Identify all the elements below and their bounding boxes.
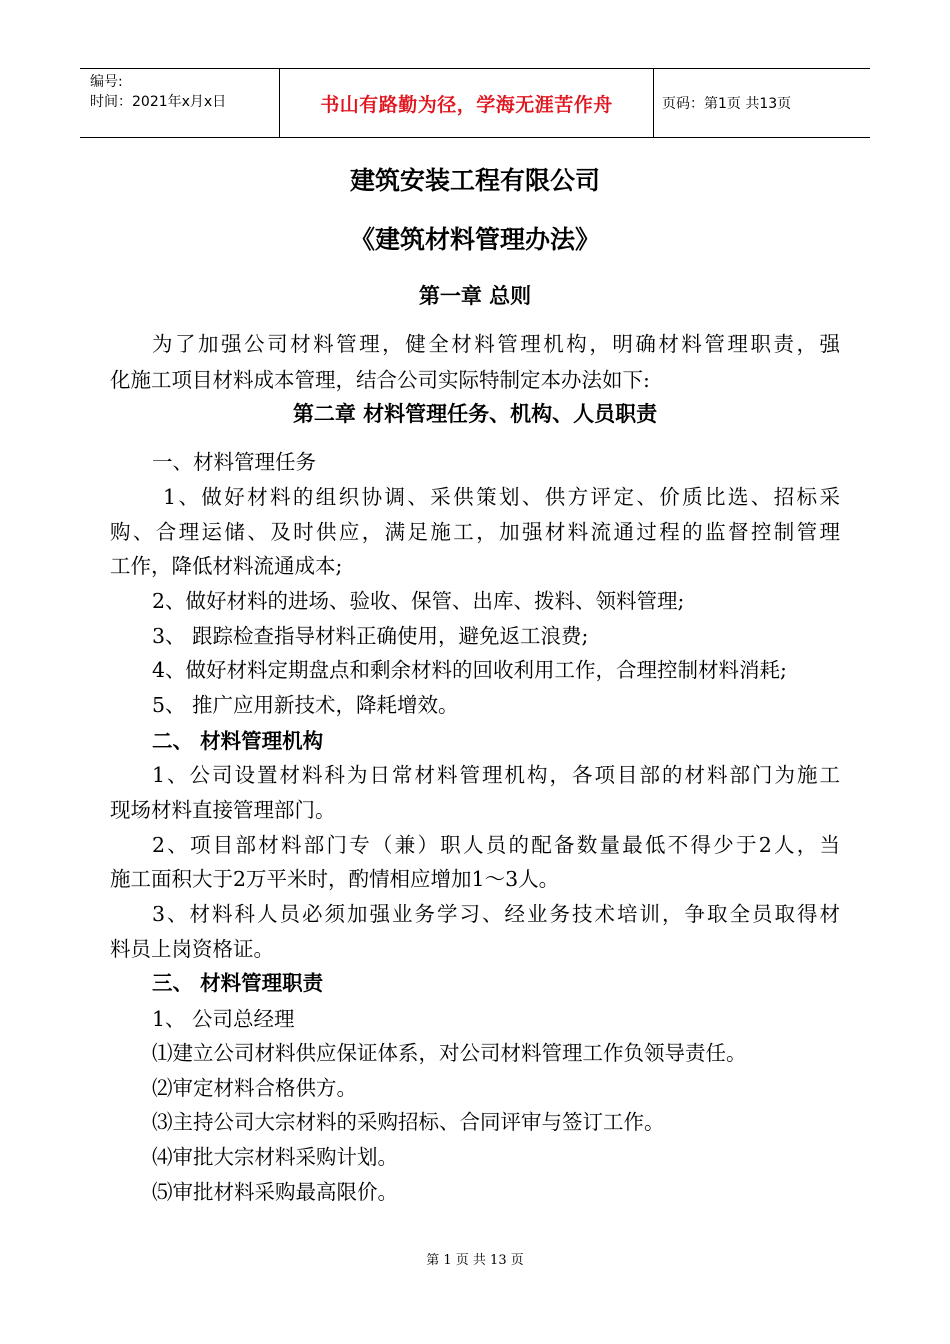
section-3-title: 三、 材料管理职责 <box>152 971 324 995</box>
company-name: 建筑安装工程有限公司 <box>349 166 600 195</box>
task-item-2: 2、做好材料的进场、验收、保管、出库、拨料、领料管理; <box>152 589 685 613</box>
org-item-3-line: 3、材料科人员必须加强业务学习、经业务技术培训，争取全员取得材 <box>152 902 840 926</box>
header-motto: 书山有路勤为径，学海无涯苦作舟 <box>280 69 654 137</box>
chapter-1-heading: 第一章 总则 <box>418 284 532 308</box>
org-item-2-line: 施工面积大于2万平米时，酌情相应增加1～3人。 <box>110 867 560 891</box>
duty-item: ⑸审批材料采购最高限价。 <box>152 1180 398 1204</box>
document-title: 《建筑材料管理办法》 <box>349 225 600 254</box>
section-1-title: 一、材料管理任务 <box>152 450 316 474</box>
task-item-1-line: 1、做好材料的组织协调、采供策划、供方评定、价质比选、招标采 <box>163 485 840 509</box>
duty-item: ⑶主持公司大宗材料的采购招标、合同评审与签订工作。 <box>152 1110 665 1134</box>
task-item-3: 3、 跟踪检查指导材料正确使用，避免返工浪费; <box>152 624 589 648</box>
header-meta <box>80 69 280 137</box>
task-item-4: 4、做好材料定期盘点和剩余材料的回收利用工作，合理控制材料消耗; <box>152 658 787 682</box>
duty-item: ⑴建立公司材料供应保证体系，对公司材料管理工作负领导责任。 <box>152 1041 747 1065</box>
chapter-1-paragraph-line: 为了加强公司材料管理，健全材料管理机构，明确材料管理职责，强 <box>152 332 840 356</box>
header-page-info: 页码：第1页 共13页 <box>662 96 792 112</box>
task-item-1-line: 购、合理运储、及时供应，满足施工，加强材料流通过程的监督控制管理 <box>110 520 840 544</box>
duty-item: ⑷审批大宗材料采购计划。 <box>152 1145 398 1169</box>
org-item-2-line: 2、项目部材料部门专（兼）职人员的配备数量最低不得少于2人，当 <box>152 833 840 857</box>
chapter-2-heading: 第二章 材料管理任务、机构、人员职责 <box>292 402 658 426</box>
document-number-label: 编号: <box>90 74 123 90</box>
chapter-1-paragraph-line: 化施工项目材料成本管理，结合公司实际特制定本办法如下: <box>110 368 650 392</box>
document-date: 时间：2021年x月x日 <box>90 94 227 110</box>
org-item-1-line: 1、公司设置材料科为日常材料管理机构，各项目部的材料部门为施工 <box>152 763 840 787</box>
duty-item: ⑵审定材料合格供方。 <box>152 1076 357 1100</box>
section-2-title: 二、 材料管理机构 <box>152 729 324 753</box>
org-item-3-line: 料员上岗资格证。 <box>110 937 274 961</box>
page-footer: 第 1 页 共 13 页 <box>426 1253 524 1268</box>
task-item-5: 5、 推广应用新技术，降耗增效。 <box>152 693 459 717</box>
org-item-1-line: 现场材料直接管理部门。 <box>110 798 336 822</box>
task-item-1-line: 工作，降低材料流通成本; <box>110 554 343 578</box>
page-header <box>80 68 870 138</box>
duty-subsection-title: 1、 公司总经理 <box>152 1007 295 1031</box>
